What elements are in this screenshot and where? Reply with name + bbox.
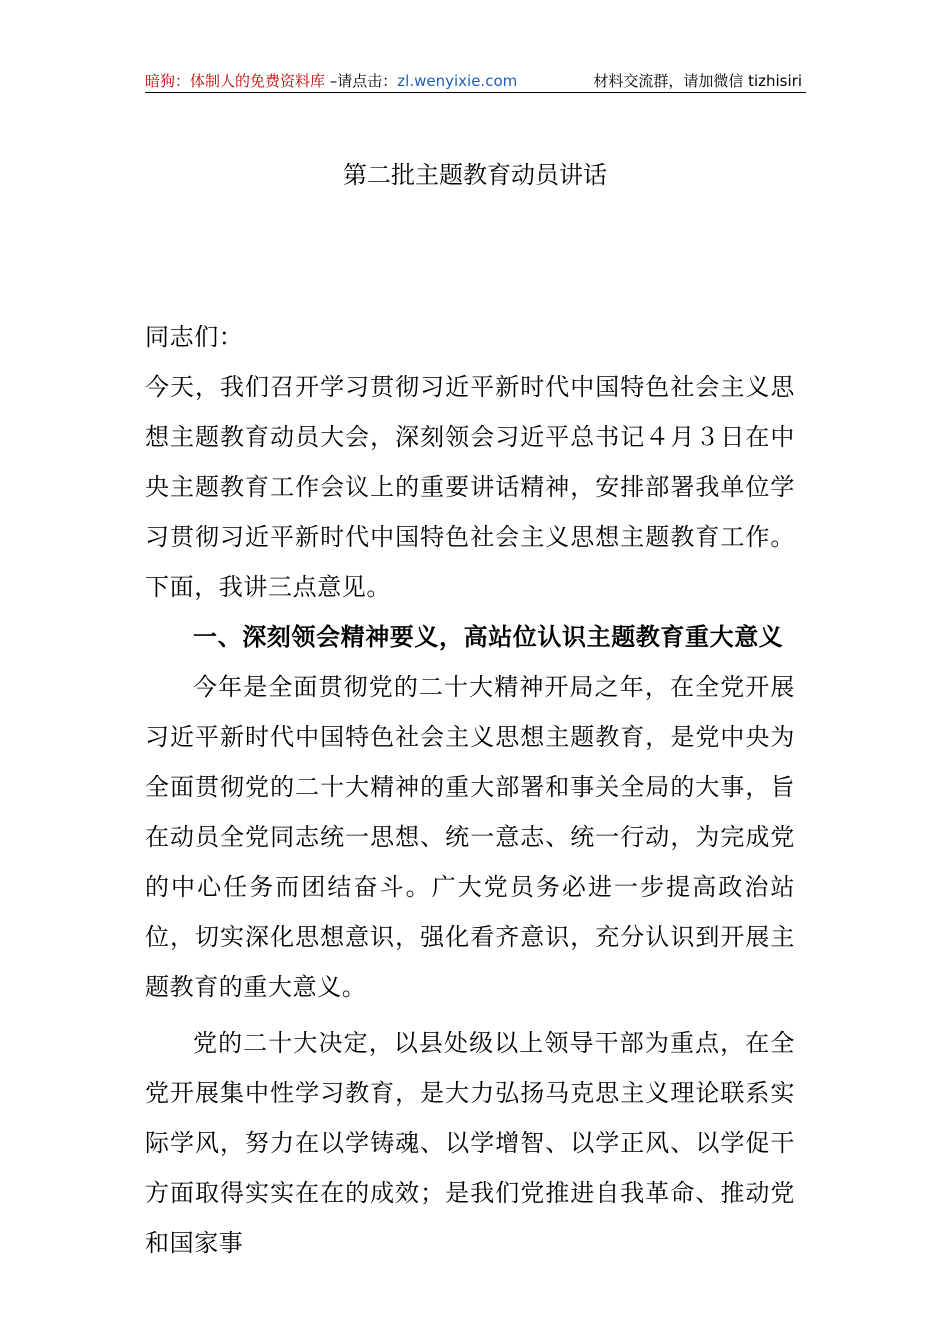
body-paragraph: 今年是全面贯彻党的二十大精神开局之年，在全党开展习近平新时代中国特色社会主义思想主题教育，是党中央为全面贯彻党的二十大精神的重大部署和事关全局的大事，旨在动员全党同志统一思想、统一意志、统一行动，为完成党的中心任务而团结奋斗。广大党员务必进一步提高政治站位，切实深化思想意识，强化看齐意识，充分认识到开展主题教育的重大意义。: [145, 673, 795, 1001]
header-brand: 暗狗：体制人的免费资料库: [145, 72, 326, 90]
intro-paragraph: 今天，我们召开学习贯彻习近平新时代中国特色社会主义思想主题教育动员大会，深刻领会习近平总书记４月３日在中央主题教育工作会议上的重要讲话精神，安排部署我单位学习贯彻习近平新时代中国特色社会主义思想主题教育工作。下面，我讲三点意见。: [145, 373, 795, 601]
header-link[interactable]: zl.wenyixie.com: [397, 72, 518, 90]
header-wechat-note: 材料交流群，请加微信 tizhisiri: [593, 72, 802, 90]
salutation: 同志们：: [145, 323, 244, 351]
section-heading: 一、深刻领会精神要义，高站位认识主题教育重大意义: [193, 623, 784, 651]
document-body: [145, 312, 795, 1268]
document-title: 第二批主题教育动员讲话: [343, 161, 607, 189]
body-paragraph: 党的二十大决定，以县处级以上领导干部为重点，在全党开展集中性学习教育，是大力弘扬马克思主义理论联系实际学风，努力在以学铸魂、以学增智、以学正风、以学促干方面取得实实在在的成效；是我们党推进自我革命、推动党和国家事: [145, 1029, 795, 1257]
header-link-prefix: –请点击：: [325, 72, 398, 90]
page-header: [145, 70, 806, 93]
